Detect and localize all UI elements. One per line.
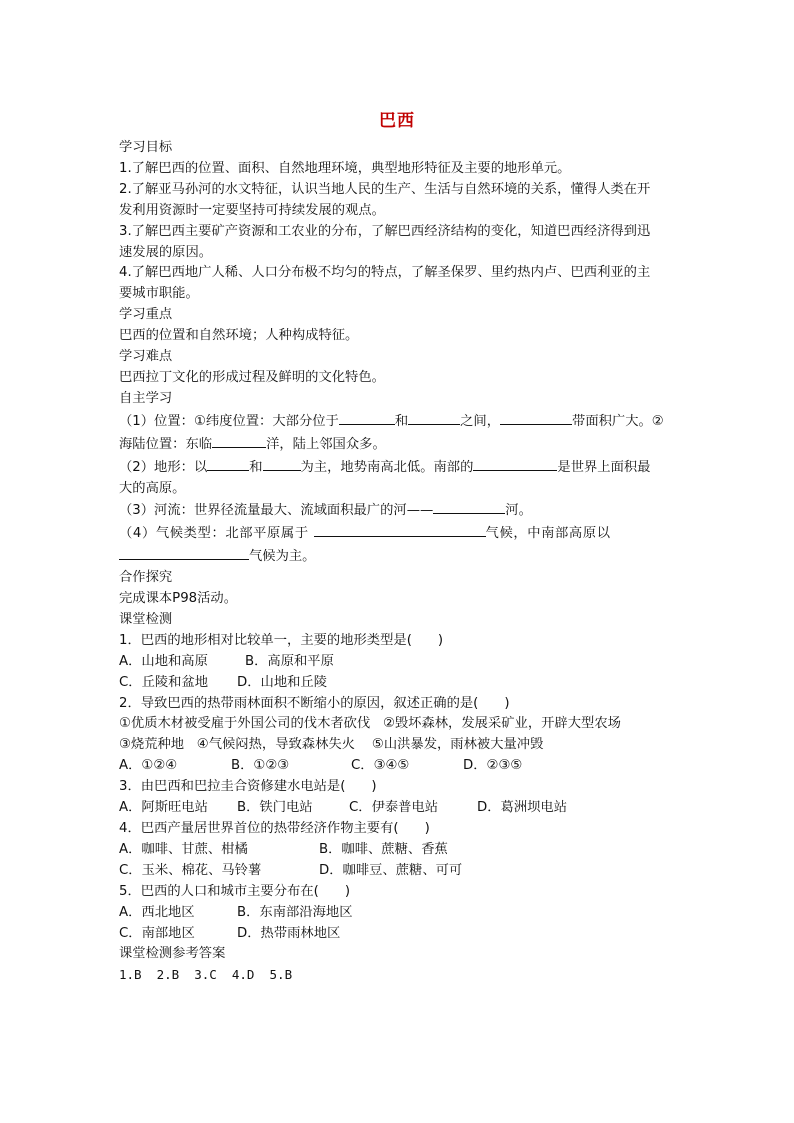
q4-option-a[interactable]: A．咖啡、甘蔗、柑橘 <box>119 841 248 857</box>
q3-stem-text: 3．由巴西和巴拉圭合资修建水电站是( <box>119 779 346 795</box>
self-study-q3 <box>119 499 675 522</box>
q2-statement-2: ②毁坏森林，发展采矿业，开辟大型农场 <box>382 716 621 732</box>
q1-text-d: 带面积广大。② <box>572 413 664 429</box>
blank-river[interactable] <box>433 499 505 514</box>
q4-option-b[interactable]: B．咖啡、蔗糖、香蕉 <box>319 841 448 857</box>
q4-option-c[interactable]: C．玉米、棉花、马铃薯 <box>119 862 262 878</box>
q3-text-a: （3）河流：世界径流量最大、流域面积最广的河—— <box>119 503 434 519</box>
q3-close-paren: ) <box>371 779 377 795</box>
blank-north-climate[interactable] <box>314 522 486 537</box>
q1-text-e: 海陆位置：东临 <box>119 436 213 452</box>
q4-text-b: 气候，中南部高原以 <box>485 526 611 542</box>
blank-landform-1[interactable] <box>207 456 249 471</box>
key-points-text: 巴西的位置和自然环境；人种构成特征。 <box>119 328 359 344</box>
quiz-q2-statements-row1 <box>119 714 675 735</box>
q5-stem-text: 5．巴西的人口和城市主要分布在( <box>119 883 319 899</box>
q4-text-a: （4）气候类型：北部平原属于 <box>119 526 309 542</box>
q2-close-paren: ) <box>504 695 510 711</box>
blank-landform-2[interactable] <box>263 456 301 471</box>
q1-option-c[interactable]: C．丘陵和盆地 <box>119 674 209 690</box>
blank-climate-zone[interactable] <box>500 410 572 425</box>
q4-close-paren: ) <box>424 821 430 836</box>
blank-south-climate[interactable] <box>119 545 249 560</box>
q2-stem-text: 2．导致巴西的热带雨林面积不断缩小的原因，叙述正确的是( <box>119 695 479 711</box>
q2-text-d: 是世界上面积最 <box>557 459 651 475</box>
quiz-q5-options-row2 <box>119 924 675 945</box>
q1-text-c: 之间， <box>460 413 501 429</box>
q2-statement-4: ④气候闷热，导致森林失火 <box>196 737 355 753</box>
cooperation-heading: 合作探究 <box>119 570 173 586</box>
blank-plateau[interactable] <box>473 456 557 471</box>
q4-option-d[interactable]: D．咖啡豆、蔗糖、可可 <box>319 862 463 878</box>
quiz-q5-options-row1 <box>119 903 675 924</box>
q2-option-b[interactable]: B．①②③ <box>231 758 290 774</box>
quiz-heading: 课堂检测 <box>119 611 173 627</box>
document-body <box>119 138 675 986</box>
self-study-q1-line2 <box>119 433 675 456</box>
quiz-q2-options <box>119 756 675 777</box>
objective-4a: 4.了解巴西地广人稀、人口分布极不均匀的特点，了解圣保罗、里约热内卢、巴西利亚的主 <box>119 265 651 281</box>
q1-option-d[interactable]: D．山地和丘陵 <box>237 674 328 690</box>
self-study-heading: 自主学习 <box>119 390 173 406</box>
self-study-q4-line2 <box>119 545 675 568</box>
q2-text-a: （2）地形：以 <box>119 459 208 475</box>
key-points-heading: 学习重点 <box>119 307 173 323</box>
difficulties-text: 巴西拉丁文化的形成过程及鲜明的文化特色。 <box>119 369 385 385</box>
q4-text-c: 气候为主。 <box>249 549 316 565</box>
objective-1: 1.了解巴西的位置、面积、自然地理环境，典型地形特征及主要的地形单元。 <box>119 160 571 176</box>
q1-stem-text: 1．巴西的地形相对比较单一，主要的地形类型是( <box>119 632 412 648</box>
q5-option-d[interactable]: D．热带雨林地区 <box>237 925 341 941</box>
q2-text-c: 为主，地势南高北低。南部的 <box>300 459 474 475</box>
self-study-q2-line1 <box>119 456 675 479</box>
difficulties-heading: 学习难点 <box>119 349 173 365</box>
self-study-q2-line2: 大的高原。 <box>119 480 186 496</box>
objective-2b: 发利用资源时一定要坚持可持续发展的观点。 <box>119 202 385 218</box>
q2-statement-1: ①优质木材被受雇于外国公司的伐木者砍伐 <box>119 716 371 732</box>
objective-3a: 3.了解巴西主要矿产资源和工农业的分布，了解巴西经济结构的变化，知道巴西经济得到迅 <box>119 223 651 239</box>
quiz-q3-stem <box>119 777 675 798</box>
blank-latitude-1[interactable] <box>339 410 395 425</box>
quiz-q5-stem <box>119 882 675 903</box>
blank-latitude-2[interactable] <box>408 410 460 425</box>
q3-option-b[interactable]: B．铁门电站 <box>237 800 313 816</box>
q3-option-d[interactable]: D．葛洲坝电站 <box>477 800 568 816</box>
quiz-q1-stem <box>119 631 675 652</box>
q2-option-a[interactable]: A．①②④ <box>119 758 178 774</box>
objective-4b: 要城市职能。 <box>119 286 199 302</box>
quiz-q3-options <box>119 798 675 819</box>
answers-text: 1.B 2.B 3.C 4.D 5.B <box>119 967 293 983</box>
self-study-q4-line1 <box>119 522 675 545</box>
q5-close-paren: ) <box>344 883 351 899</box>
answers-heading: 课堂检测参考答案 <box>119 946 226 962</box>
quiz-q1-options-row1 <box>119 652 675 673</box>
quiz-q2-stem <box>119 694 675 715</box>
q1-text-a: （1）位置：①纬度位置：大部分位于 <box>119 413 339 429</box>
page-title: 巴西 <box>379 111 415 131</box>
quiz-q2-statements-row2 <box>119 735 675 756</box>
q1-option-b[interactable]: B．高原和平原 <box>245 653 334 669</box>
cooperation-text: 完成课本P98活动。 <box>119 591 238 607</box>
q5-option-b[interactable]: B．东南部沿海地区 <box>237 904 353 920</box>
q1-close-paren: ) <box>437 632 444 648</box>
q1-option-a[interactable]: A．山地和高原 <box>119 653 208 669</box>
q2-option-c[interactable]: C．③④⑤ <box>351 758 410 774</box>
objective-3b: 速发展的原因。 <box>119 244 213 260</box>
objective-2a: 2.了解亚马孙河的水文特征，认识当地人民的生产、生活与自然环境的关系，懂得人类在开 <box>119 181 651 197</box>
objectives-heading: 学习目标 <box>119 140 173 155</box>
q1-text-b: 和 <box>394 413 409 429</box>
q2-statement-5: ⑤山洪暴发，雨林被大量冲毁 <box>371 737 544 753</box>
quiz-q4-stem <box>119 819 675 840</box>
quiz-q1-options-row2 <box>119 673 675 694</box>
q5-option-a[interactable]: A．西北地区 <box>119 904 195 920</box>
q2-text-b: 和 <box>249 459 263 475</box>
q2-statement-3: ③烧荒种地 <box>119 737 185 753</box>
q3-option-c[interactable]: C．伊泰普电站 <box>349 800 439 816</box>
q3-text-b: 河。 <box>505 503 532 519</box>
q2-option-d[interactable]: D．②③⑤ <box>463 758 523 774</box>
quiz-q4-options-row2 <box>119 861 675 882</box>
q4-stem-text: 4．巴西产量居世界首位的热带经济作物主要有( <box>119 821 399 836</box>
q5-option-c[interactable]: C．南部地区 <box>119 925 195 941</box>
blank-ocean[interactable] <box>212 433 266 448</box>
q1-text-f: 洋，陆上邻国众多。 <box>266 436 386 452</box>
q3-option-a[interactable]: A．阿斯旺电站 <box>119 800 208 816</box>
self-study-q1-line1 <box>119 410 675 433</box>
quiz-q4-options-row1 <box>119 840 675 861</box>
